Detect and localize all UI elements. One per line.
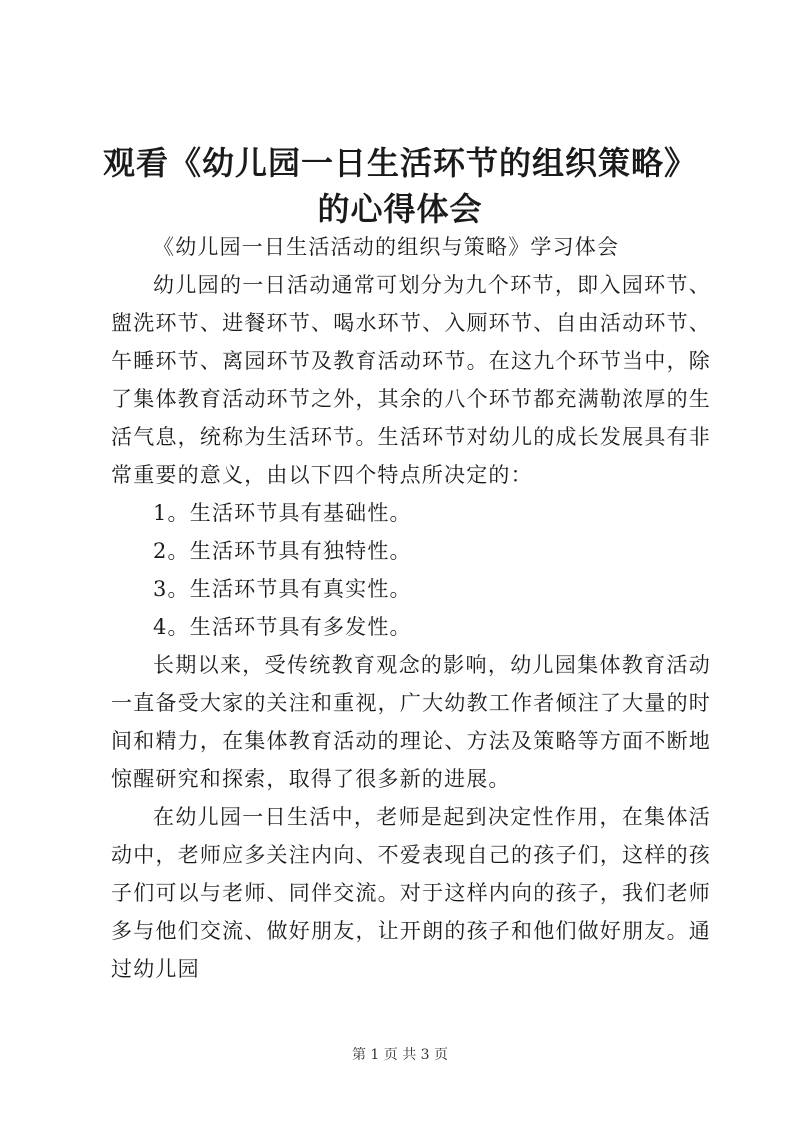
document-title: 观看《幼儿园一日生活环节的组织策略》的心得体会: [102, 144, 697, 228]
list-item-4: 4。生活环节具有多发性。: [153, 615, 412, 639]
document-body: [111, 228, 711, 988]
page-footer: 第 1 页 共 3 页: [351, 1047, 449, 1063]
list-item-1: 1。生活环节具有基础性。: [153, 501, 412, 525]
list-item-3: 3。生活环节具有真实性。: [153, 577, 412, 601]
paragraph-2: 长期以来，受传统教育观念的影响，幼儿园集体教育活动一直备受大家的关注和重视，广大幼教工作者倾注了大量的时间和精力，在集体教育活动的理论、方法及策略等方面不断地惊醒研究和探索，取得了很多新的进展。: [111, 653, 711, 791]
document-subtitle: 《幼儿园一日生活活动的组织与策略》学习体会: [153, 235, 620, 259]
paragraph-3: 在幼儿园一日生活中，老师是起到决定性作用，在集体活动中，老师应多关注内向、不爱表现自己的孩子们，这样的孩子们可以与老师、同伴交流。对于这样内向的孩子，我们老师多与他们交流、做好朋友，让开朗的孩子和他们做好朋友。通过幼儿园: [111, 805, 711, 981]
list-item-2: 2。生活环节具有独特性。: [153, 539, 412, 563]
paragraph-1: 幼儿园的一日活动通常可划分为九个环节，即入园环节、盥洗环节、进餐环节、喝水环节、入厕环节、自由活动环节、午睡环节、离园环节及教育活动环节。在这九个环节当中，除了集体教育活动环节之外，其余的八个环节都充满勒浓厚的生活气息，统称为生活环节。生活环节对幼儿的成长发展具有非常重要的意义，由以下四个特点所决定的：: [111, 273, 711, 487]
